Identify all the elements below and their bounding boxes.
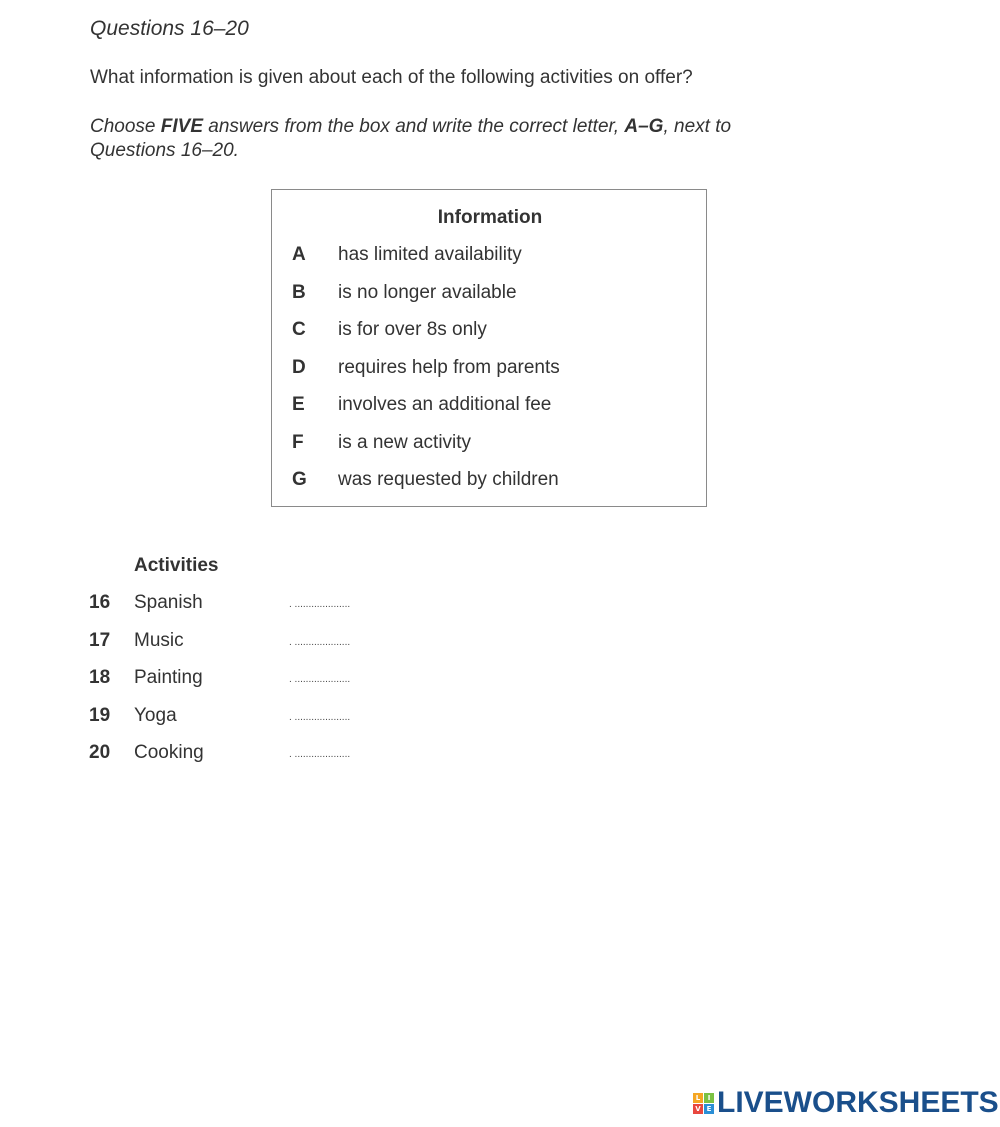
info-item-f xyxy=(292,432,560,470)
question-number: 18 xyxy=(89,667,111,688)
instruction-text-2: answers from the box and write the correct letter, xyxy=(203,116,625,137)
info-item-c xyxy=(292,319,560,357)
info-text: is no longer available xyxy=(338,281,517,303)
activity-name: Painting xyxy=(134,667,203,688)
answer-blank[interactable]: . .................... xyxy=(289,674,351,685)
info-item-d xyxy=(292,357,560,395)
info-item-a xyxy=(292,244,560,282)
instruction-text-1: Choose xyxy=(90,116,161,137)
instruction-bold-five: FIVE xyxy=(160,116,204,137)
activity-list xyxy=(89,592,350,780)
information-box-title: Information xyxy=(437,207,543,228)
question-prompt: What information is given about each of the following activities on offer? xyxy=(90,67,693,88)
question-number: 17 xyxy=(89,629,111,651)
info-item-e xyxy=(292,394,560,432)
info-text: requires help from parents xyxy=(338,356,560,378)
activity-name: Cooking xyxy=(134,742,204,763)
info-letter: F xyxy=(292,431,304,453)
instruction-bold-range: A–G xyxy=(624,116,664,137)
info-letter: G xyxy=(292,469,307,490)
activity-row-19 xyxy=(89,705,350,743)
answer-blank[interactable]: . .................... xyxy=(289,711,351,723)
information-box xyxy=(271,189,707,507)
info-letter: A xyxy=(292,244,306,265)
info-text: involves an additional fee xyxy=(338,394,552,415)
info-item-g xyxy=(292,469,560,507)
activities-heading: Activities xyxy=(134,555,219,576)
answer-blank[interactable]: . .................... xyxy=(289,636,351,648)
activity-name: Spanish xyxy=(134,592,203,613)
question-number: 20 xyxy=(89,742,111,763)
logo-mark-icon xyxy=(693,1093,714,1114)
answer-blank[interactable]: . .................... xyxy=(289,599,351,610)
logo-mark-tile: E xyxy=(704,1104,714,1114)
activity-row-20 xyxy=(89,742,350,780)
activity-name: Music xyxy=(134,629,184,651)
question-heading: Questions 16–20 xyxy=(90,17,249,40)
info-item-b xyxy=(292,282,560,320)
info-letter: C xyxy=(292,319,306,340)
info-text: is for over 8s only xyxy=(338,319,487,340)
activity-row-16 xyxy=(89,592,350,630)
info-text: has limited availability xyxy=(338,244,522,265)
info-letter: D xyxy=(292,356,306,378)
info-letter: B xyxy=(292,281,306,303)
liveworksheets-logo xyxy=(693,1086,999,1120)
instruction-text-3: , next to Questions 16–20. xyxy=(90,116,732,161)
information-list xyxy=(292,244,560,507)
logo-mark-tile: I xyxy=(704,1093,714,1103)
info-text: was requested by children xyxy=(338,469,559,490)
activity-row-17 xyxy=(89,630,350,668)
logo-text: LIVEWORKSHEETS xyxy=(717,1086,999,1119)
question-instruction xyxy=(90,115,810,163)
activity-row-18 xyxy=(89,667,350,705)
logo-mark-tile: L xyxy=(693,1093,703,1103)
info-letter: E xyxy=(292,394,305,415)
question-number: 19 xyxy=(89,704,111,726)
answer-blank[interactable]: . .................... xyxy=(289,749,351,760)
info-text: is a new activity xyxy=(338,431,472,453)
activity-name: Yoga xyxy=(134,704,177,726)
logo-mark-tile: V xyxy=(693,1104,703,1114)
question-number: 16 xyxy=(89,592,111,613)
